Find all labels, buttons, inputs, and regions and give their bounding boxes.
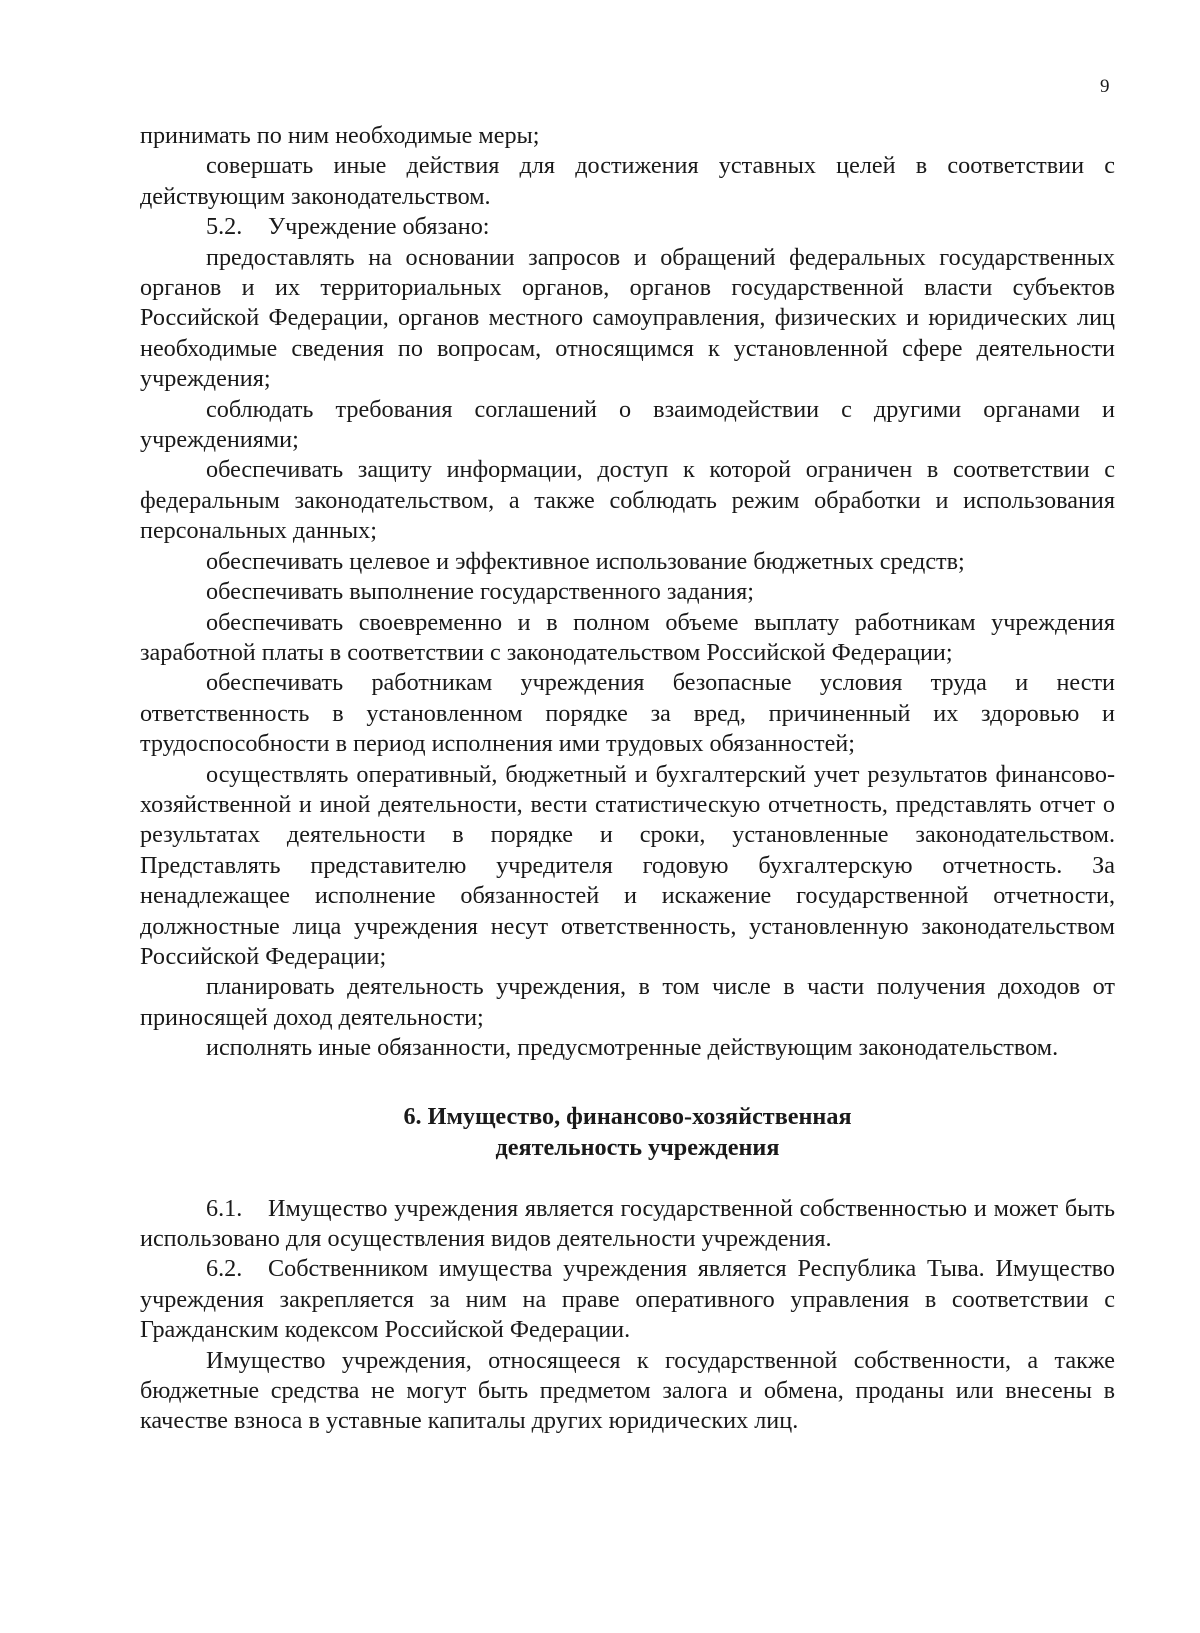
paragraph: обеспечивать выполнение государственного задания; bbox=[206, 578, 754, 606]
clause-text: Собственником имущества учреждения является Республика Тыва. Имущество учреждения закрепляется за ним на праве оперативного управления в соответствии с Гражданским кодексом Российской Федерации. bbox=[140, 1255, 1115, 1344]
clause-number: 6.2. bbox=[206, 1255, 243, 1283]
clause-6-1 bbox=[140, 1194, 1115, 1255]
paragraph: обеспечивать защиту информации, доступ к которой ограничен в соответствии с федеральным законодательством, а также соблюдать режим обработки и использования персональных данных; bbox=[140, 456, 1115, 545]
paragraph: исполнять иные обязанности, предусмотренные действующим законодательством. bbox=[206, 1034, 1059, 1062]
clause-number: 5.2. bbox=[206, 213, 243, 241]
paragraph: обеспечивать работникам учреждения безопасные условия труда и нести ответственность в установленном порядке за вред, причиненный их здоровью и трудоспособности в период исполнения ими трудовых обязанностей; bbox=[140, 669, 1115, 758]
section-heading-line: деятельность учреждения bbox=[495, 1133, 780, 1161]
clause-6-2 bbox=[140, 1254, 1115, 1345]
paragraph: обеспечивать своевременно и в полном объеме выплату работникам учреждения заработной платы в соответствии с законодательством Российской Федерации; bbox=[140, 608, 1115, 666]
paragraph: принимать по ним необходимые меры; bbox=[140, 122, 540, 149]
document-body bbox=[140, 121, 1115, 1437]
paragraph: совершать иные действия для достижения уставных целей в соответствии с действующим законодательством. bbox=[140, 152, 1115, 210]
paragraph: соблюдать требования соглашений о взаимодействии с другими органами и учреждениями; bbox=[140, 395, 1115, 454]
page-number: 9 bbox=[1100, 76, 1110, 97]
paragraph: обеспечивать целевое и эффективное использование бюджетных средств; bbox=[206, 547, 965, 575]
paragraph: предоставлять на основании запросов и обращений федеральных государственных органов и их территориальных органов, органов государственной власти субъектов Российской Федерации, органов местного самоуправления, физических и юридических лиц необходимые сведения по вопросам, относящимся к установленной сфере деятельности учреждения; bbox=[140, 243, 1115, 393]
section-heading-line: 6. Имущество, финансово-хозяйственная bbox=[403, 1102, 852, 1130]
clause-5-2 bbox=[140, 212, 1115, 242]
clause-number: 6.1. bbox=[206, 1194, 243, 1222]
clause-text: Имущество учреждения является государственной собственностью и может быть использовано для осуществления видов деятельности учреждения. bbox=[140, 1194, 1115, 1252]
paragraph: осуществлять оперативный, бюджетный и бухгалтерский учет результатов финансово-хозяйственной и иной деятельности, вести статистическую отчетность, представлять отчет о результатах деятельности в порядке и сроки, установленные законодательством. Представлять представителю учредителя годовую бухгалтерскую отчетность. За ненадлежащее исполнение обязанностей и искажение государственной отчетности, должностные лица учреждения несут ответственность, установленную законодательством Российской Федерации; bbox=[140, 760, 1115, 970]
paragraph: Имущество учреждения, относящееся к государственной собственности, а также бюджетные средства не могут быть предметом залога и обмена, проданы или внесены в качестве взноса в уставные капиталы других юридических лиц. bbox=[140, 1346, 1115, 1435]
section-heading bbox=[140, 1101, 1115, 1163]
paragraph: планировать деятельность учреждения, в том числе в части получения доходов от приносящей доход деятельности; bbox=[140, 973, 1115, 1031]
clause-text: Учреждение обязано: bbox=[268, 213, 490, 241]
